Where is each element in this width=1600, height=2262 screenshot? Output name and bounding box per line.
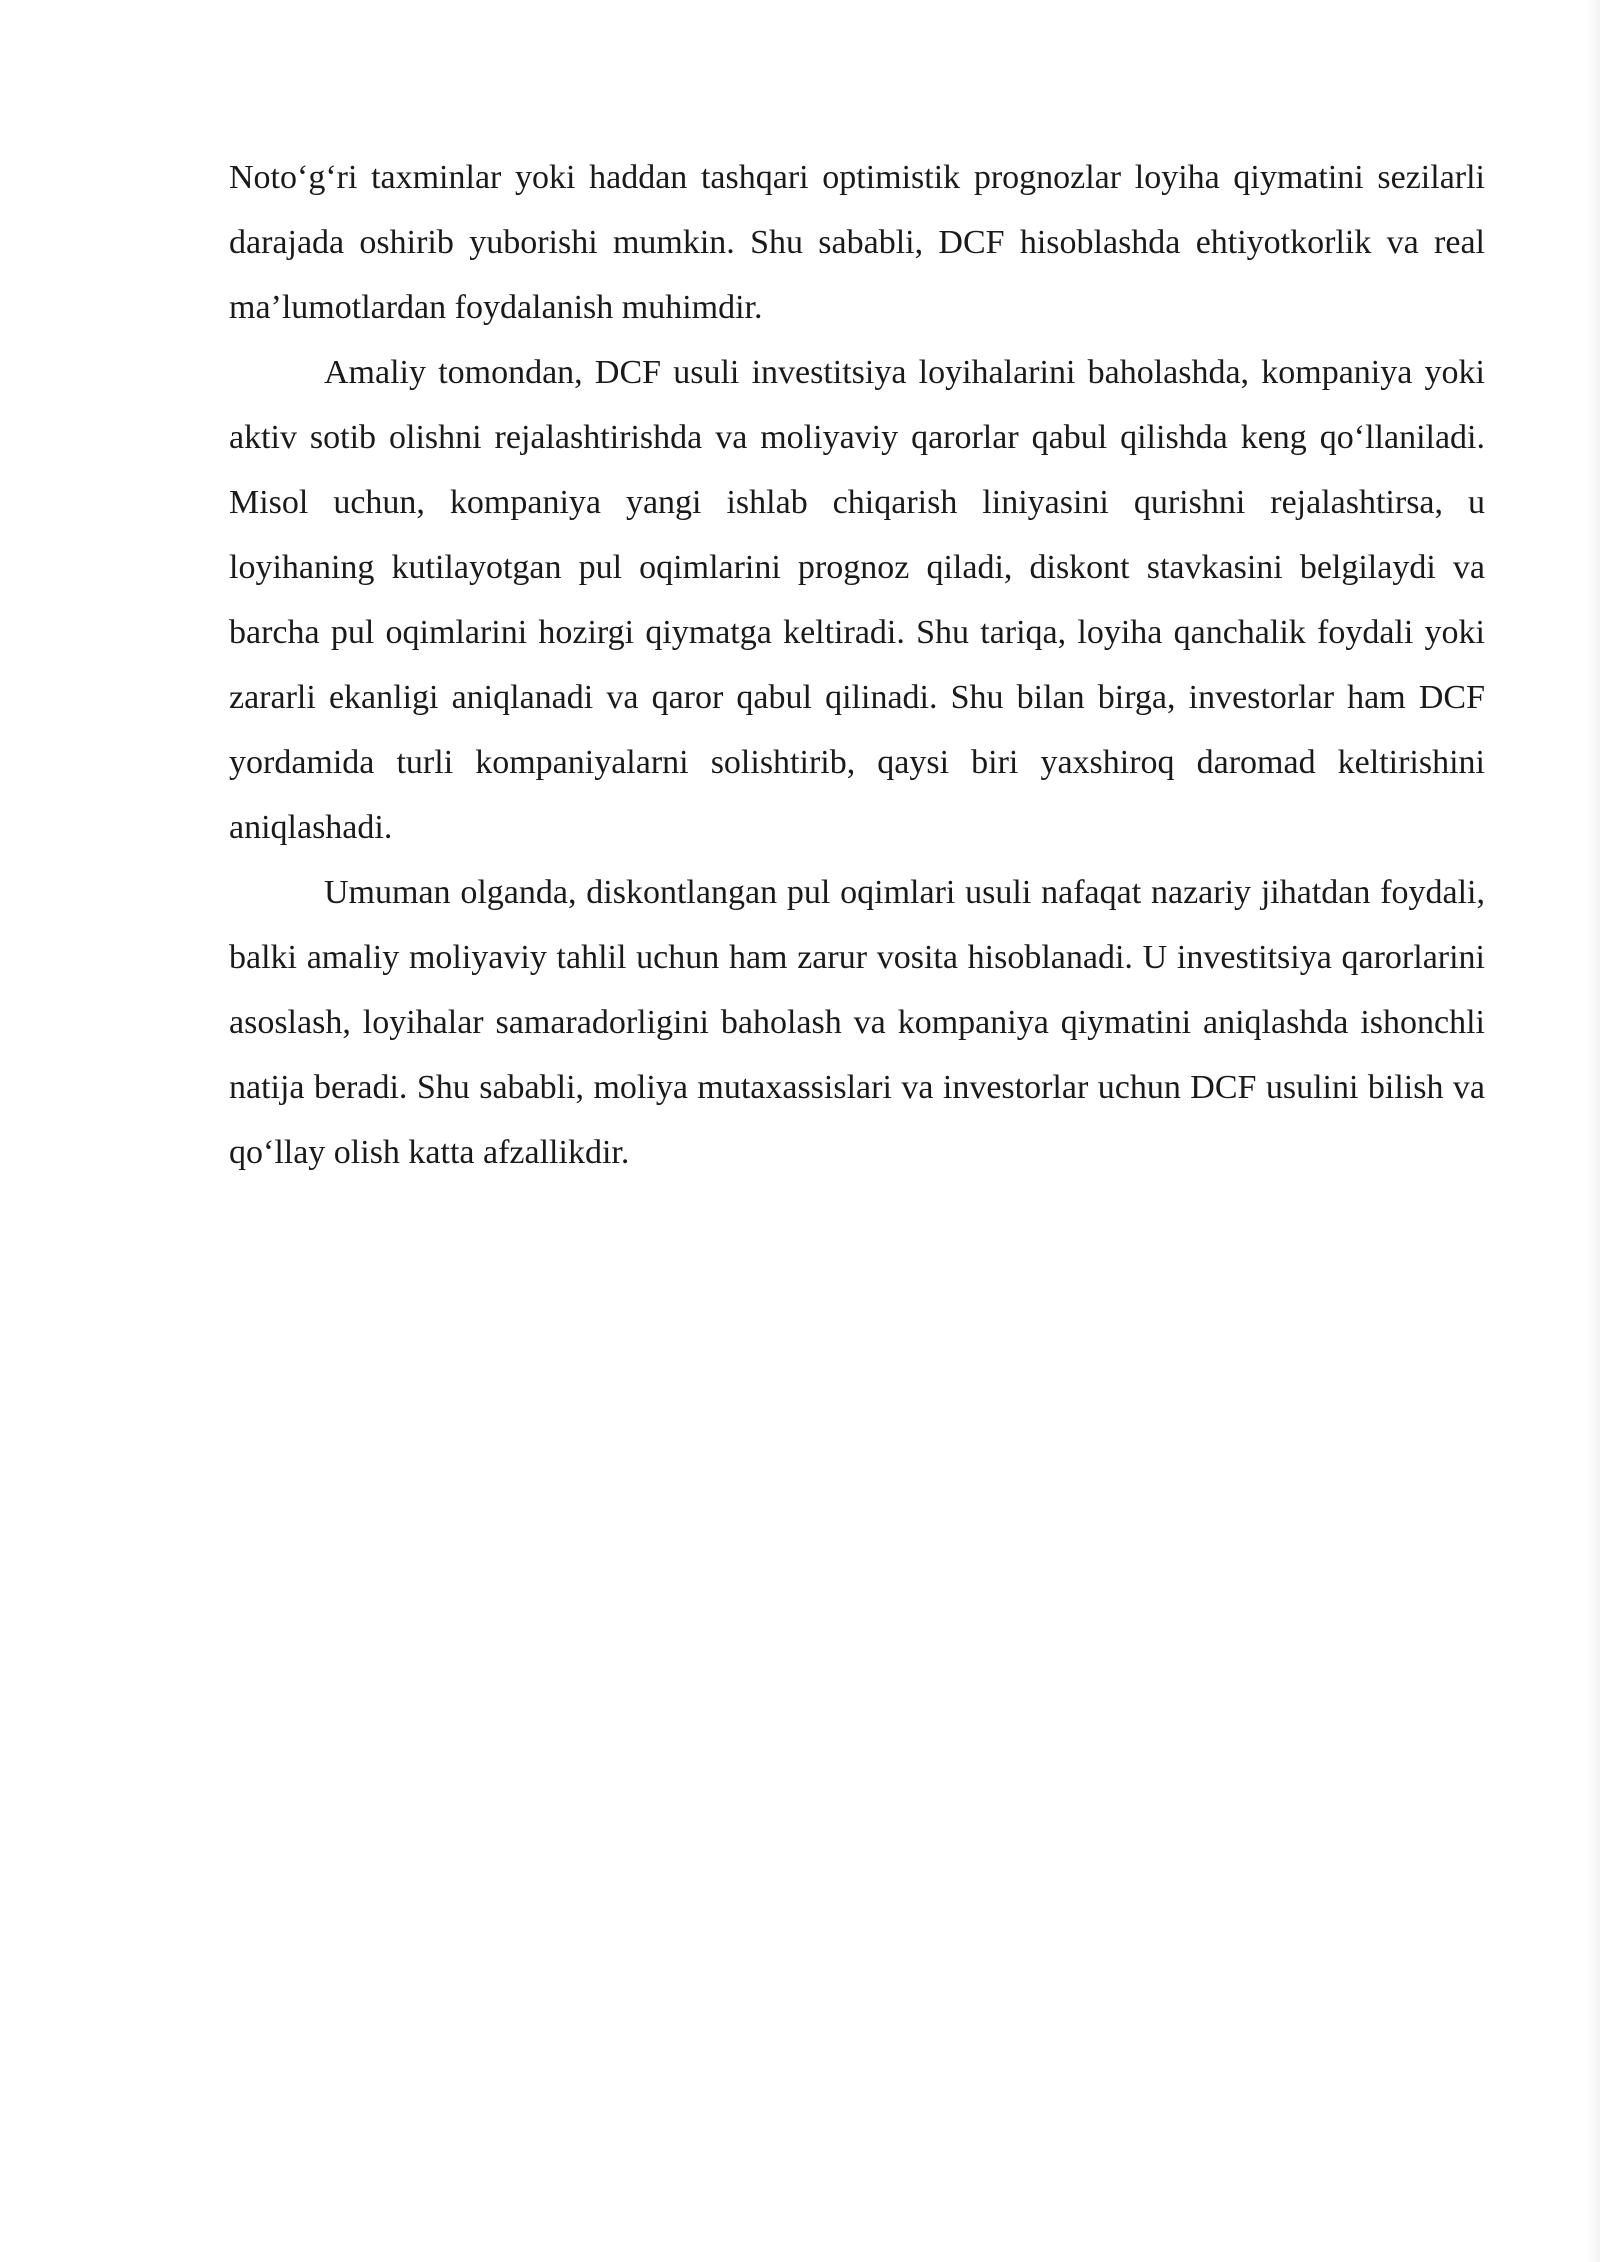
paragraph-3: Umuman olganda, diskontlangan pul oqimlari usuli nafaqat nazariy jihatdan foydali, balki amaliy moliyaviy tahlil uchun ham zarur vosita hisoblanadi. U investitsiya qarorlarini asoslash, loyihalar samaradorligini baholash va kompaniya qiymatini aniqlashda ishonchli natija beradi. Shu sababli, moliya mutaxassislari va investorlar uchun DCF usulini bilish va qo‘llay olish katta afzallikdir. [229, 874, 1485, 1171]
document-body [229, 145, 1485, 1185]
page-edge-shadow [1586, 0, 1600, 2262]
paragraph-2: Amaliy tomondan, DCF usuli investitsiya loyihalarini baholashda, kompaniya yoki aktiv sotib olishni rejalashtirishda va moliyaviy qarorlar qabul qilishda keng qo‘llaniladi. Misol uchun, kompaniya yangi ishlab chiqarish liniyasini qurishni rejalashtirsa, u loyihaning kutilayotgan pul oqimlarini prognoz qiladi, diskont stavkasini belgilaydi va barcha pul oqimlarini hozirgi qiymatga keltiradi. Shu tariqa, loyiha qanchalik foydali yoki zararli ekanligi aniqlanadi va qaror qabul qilinadi. Shu bilan birga, investorlar ham DCF yordamida turli kompaniyalarni solishtirib, qaysi biri yaxshiroq daromad keltirishini aniqlashadi. [229, 354, 1485, 846]
paragraph-1: Noto‘g‘ri taxminlar yoki haddan tashqari optimistik prognozlar loyiha qiymatini sezilarli darajada oshirib yuborishi mumkin. Shu sababli, DCF hisoblashda ehtiyotkorlik va real ma’lumotlardan foydalanish muhimdir. [229, 159, 1485, 326]
